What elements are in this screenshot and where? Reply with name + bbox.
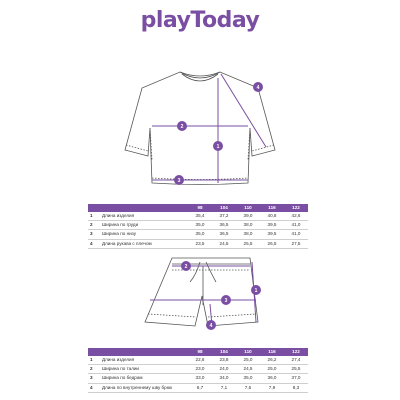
cell-value: 40,8 xyxy=(267,212,277,218)
cell-value: 23,0 xyxy=(195,366,205,371)
size-104: 104 xyxy=(220,349,228,354)
cell-value: 36,5 xyxy=(219,231,229,237)
row-number: 3 xyxy=(90,375,93,381)
cell-value: 39,5 xyxy=(267,231,277,237)
cell-value: 36,5 xyxy=(219,222,229,227)
table-row xyxy=(88,365,308,374)
shorts-sketch xyxy=(145,258,258,326)
cell-value: 37,0 xyxy=(291,375,301,381)
cell-value: 35,4 xyxy=(195,212,205,218)
shorts-marker-1: 1 xyxy=(254,288,258,294)
cell-value: 39,5 xyxy=(267,222,277,227)
tshirt-marker-2: 2 xyxy=(180,124,184,130)
cell-value: 35,0 xyxy=(195,222,205,227)
cell-value: 39,0 xyxy=(243,212,253,218)
shorts-size-header xyxy=(88,348,308,356)
row-number: 4 xyxy=(90,240,93,246)
size-98: 98 xyxy=(197,349,203,354)
cell-value: 35,0 xyxy=(195,231,205,237)
tshirt-sketch xyxy=(125,72,275,185)
cell-value: 41,0 xyxy=(291,231,301,237)
size-116: 116 xyxy=(268,205,276,210)
row-number: 2 xyxy=(90,222,93,227)
row-label: Ширина по груди xyxy=(102,222,139,227)
cell-value: 24,5 xyxy=(219,240,229,246)
row-label: Длина изделия xyxy=(102,212,135,218)
shorts-marker-3: 3 xyxy=(224,298,228,304)
row-number: 3 xyxy=(90,231,93,237)
tshirt-size-table xyxy=(88,204,308,249)
cell-value: 27,4 xyxy=(291,356,301,362)
cell-value: 26,5 xyxy=(267,240,277,246)
table-row xyxy=(88,221,308,230)
row-label: Длина по внутреннему шву брюк xyxy=(102,384,173,390)
tshirt-size-header xyxy=(88,204,308,212)
row-label: Длина рукава с плечом xyxy=(102,240,152,246)
tshirt-marker-1: 1 xyxy=(216,144,220,150)
shorts-marker-4: 4 xyxy=(209,323,213,329)
cell-value: 7,1 xyxy=(220,384,228,390)
cell-value: 23,8 xyxy=(219,356,229,362)
row-number: 4 xyxy=(90,384,93,390)
row-label: Ширина по низу xyxy=(102,231,137,237)
table-row xyxy=(88,239,308,248)
cell-value: 34,0 xyxy=(219,375,229,381)
brand-logo: playToday xyxy=(140,8,260,33)
table-row xyxy=(88,356,308,365)
row-number: 1 xyxy=(90,356,93,362)
cell-value: 42,6 xyxy=(291,212,301,218)
table-row xyxy=(88,374,308,383)
shorts-size-table xyxy=(88,348,308,393)
cell-value: 6,7 xyxy=(196,384,204,390)
cell-value: 37,2 xyxy=(219,212,229,218)
cell-value: 26,2 xyxy=(267,356,277,362)
size-98: 98 xyxy=(197,205,203,210)
size-104: 104 xyxy=(220,205,228,210)
cell-value: 35,0 xyxy=(243,375,253,381)
table-row xyxy=(88,230,308,239)
cell-value: 25,0 xyxy=(267,366,277,371)
row-number: 2 xyxy=(90,366,93,371)
row-label: Ширина по талии xyxy=(102,366,140,371)
cell-value: 7,9 xyxy=(268,384,276,390)
table-row xyxy=(88,383,308,392)
cell-value: 24,5 xyxy=(243,366,253,371)
size-110: 110 xyxy=(244,349,252,354)
cell-value: 25,0 xyxy=(243,356,253,362)
cell-value: 36,0 xyxy=(267,375,277,381)
shorts-marker-2: 2 xyxy=(184,264,188,270)
cell-value: 22,6 xyxy=(195,356,205,362)
size-122: 122 xyxy=(292,205,300,210)
cell-value: 33,0 xyxy=(195,375,205,381)
cell-value: 41,0 xyxy=(291,222,301,227)
table-row xyxy=(88,212,308,221)
tshirt-marker-4: 4 xyxy=(256,85,260,91)
cell-value: 7,5 xyxy=(244,384,252,390)
cell-value: 8,3 xyxy=(292,384,300,390)
row-label: Длина изделия xyxy=(102,356,135,362)
tshirt-marker-3: 3 xyxy=(177,178,181,184)
size-116: 116 xyxy=(268,349,276,354)
cell-value: 23,5 xyxy=(195,240,205,246)
cell-value: 38,0 xyxy=(243,222,253,227)
cell-value: 24,0 xyxy=(219,366,229,371)
size-110: 110 xyxy=(244,205,252,210)
size-122: 122 xyxy=(292,349,300,354)
row-label: Ширина по бедрам xyxy=(102,375,143,381)
cell-value: 27,5 xyxy=(291,240,301,246)
cell-value: 25,5 xyxy=(291,366,301,371)
row-number: 1 xyxy=(90,212,93,218)
cell-value: 38,0 xyxy=(243,231,253,237)
cell-value: 25,5 xyxy=(243,240,253,246)
